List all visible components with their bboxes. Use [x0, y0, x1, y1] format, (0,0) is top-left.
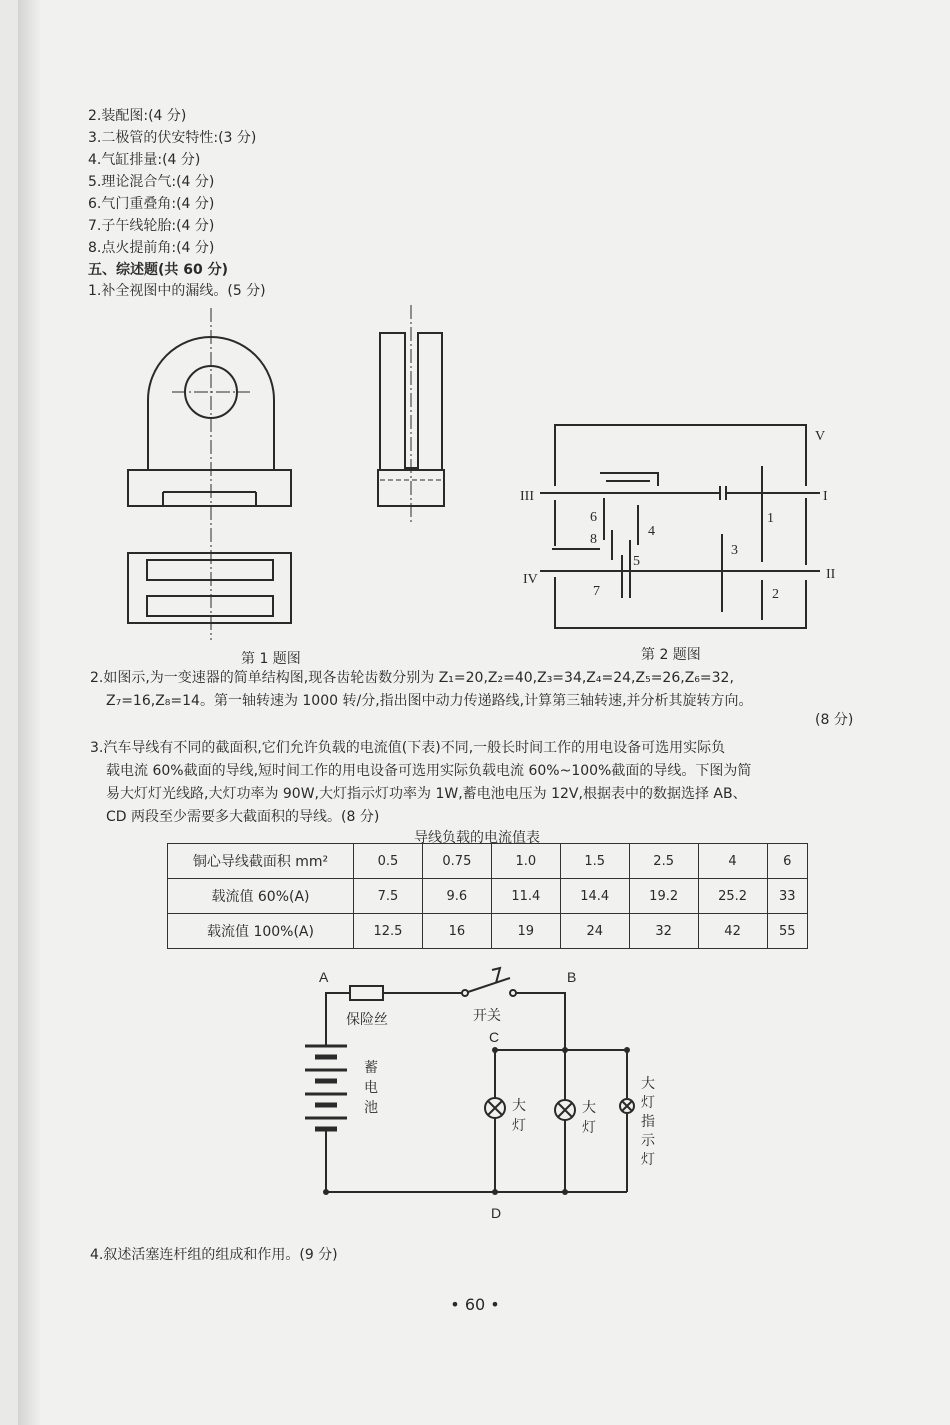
- lamp2-label-1: 大: [582, 1099, 596, 1115]
- label-I: I: [823, 489, 828, 504]
- table-cell: 24: [560, 914, 629, 949]
- page-number: • 60 •: [450, 1295, 500, 1314]
- label-V: V: [815, 429, 826, 444]
- indicator-label-1: 大: [641, 1075, 655, 1091]
- junction-c: [492, 1047, 498, 1053]
- table-cell: 0.75: [422, 844, 491, 879]
- indicator-label-2: 灯: [641, 1094, 655, 1110]
- wire-b: [516, 993, 565, 1050]
- label-gear-8: 8: [590, 532, 597, 547]
- lamp2-label-2: 灯: [582, 1119, 596, 1135]
- table-cell: 1.0: [491, 844, 560, 879]
- switch-contact-left: [462, 990, 468, 996]
- question-3-line-4: CD 两段至少需要多大截面积的导线。(8 分): [106, 809, 380, 825]
- label-II: II: [826, 567, 836, 582]
- table-cell: 12.5: [354, 914, 423, 949]
- question-1: 1.补全视图中的漏线。(5 分): [88, 283, 266, 299]
- table-cell: 7.5: [354, 879, 423, 914]
- question-3-line-1: 3.汽车导线有不同的截面积,它们允许负载的电流值(下表)不同,一般长时间工作的用电设备可选用实际负: [90, 740, 726, 756]
- switch-contact-right: [510, 990, 516, 996]
- junction-d: [492, 1189, 498, 1195]
- label-III: III: [520, 489, 534, 504]
- battery-label-1: 蓄: [364, 1059, 378, 1075]
- junction: [562, 1047, 568, 1053]
- battery-label-2: 电: [364, 1079, 378, 1095]
- item-7: 7.子午线轮胎:(4 分): [88, 218, 215, 234]
- junction: [323, 1189, 329, 1195]
- question-2-score: (8 分): [815, 712, 854, 728]
- junction: [562, 1189, 568, 1195]
- table-cell: 25.2: [698, 879, 767, 914]
- indicator-label-5: 灯: [641, 1151, 655, 1167]
- question-2-line-2: Z₇=16,Z₈=14。第一轴转速为 1000 转/分,指出图中动力传递路线,计算第三轴转速,并分析其旋转方向。: [106, 693, 753, 709]
- item-2: 2.装配图:(4 分): [88, 108, 187, 124]
- item-6: 6.气门重叠角:(4 分): [88, 196, 215, 212]
- lamp1-label-1: 大: [512, 1097, 526, 1113]
- item-4: 4.气缸排量:(4 分): [88, 152, 201, 168]
- label-C: C: [489, 1029, 500, 1045]
- section-title: 五、综述题(共 60 分): [88, 262, 229, 278]
- figure-1-caption: 第 1 题图: [241, 651, 301, 667]
- table-cell: 6: [767, 844, 807, 879]
- table-cell: 19.2: [629, 879, 698, 914]
- indicator-label-3: 指: [641, 1113, 655, 1129]
- question-3-line-3: 易大灯灯光线路,大灯功率为 90W,大灯指示灯功率为 1W,蓄电池电压为 12V,根据表中的数据选择 AB、: [106, 786, 747, 802]
- label-gear-6: 6: [590, 510, 597, 525]
- item-3: 3.二极管的伏安特性:(3 分): [88, 130, 257, 146]
- label-gear-7: 7: [593, 584, 600, 599]
- label-gear-1: 1: [767, 511, 774, 526]
- table-cell: 11.4: [491, 879, 560, 914]
- switch-label: 开关: [473, 1007, 501, 1023]
- item-8: 8.点火提前角:(4 分): [88, 240, 215, 256]
- table-row-head: 铜心导线截面积 mm²: [168, 844, 354, 879]
- label-gear-2: 2: [772, 587, 779, 602]
- label-gear-5: 5: [633, 554, 640, 569]
- table-cell: 32: [629, 914, 698, 949]
- question-2-line-1: 2.如图示,为一变速器的简单结构图,现各齿轮齿数分别为 Z₁=20,Z₂=40,Z₃=34,Z₄=24,Z₅=26,Z₆=32,: [90, 670, 734, 686]
- lamp1-label-2: 灯: [512, 1117, 526, 1133]
- table-cell: 16: [422, 914, 491, 949]
- battery-label-3: 池: [364, 1099, 378, 1115]
- label-IV: IV: [523, 572, 538, 587]
- switch-lever: [468, 978, 510, 992]
- fuse-label: 保险丝: [346, 1011, 388, 1027]
- table-cell: 14.4: [560, 879, 629, 914]
- label-D: D: [491, 1205, 502, 1221]
- label-gear-3: 3: [731, 543, 738, 558]
- junction: [624, 1047, 630, 1053]
- question-4: 4.叙述活塞连杆组的组成和作用。(9 分): [90, 1247, 338, 1263]
- table-cell: 4: [698, 844, 767, 879]
- table-title: 导线负载的电流值表: [414, 830, 540, 846]
- table-cell: 2.5: [629, 844, 698, 879]
- table-row-head: 载流值 60%(A): [168, 879, 354, 914]
- item-5: 5.理论混合气:(4 分): [88, 174, 215, 190]
- table-cell: 9.6: [422, 879, 491, 914]
- battery-symbol: [305, 1046, 347, 1140]
- label-B: B: [567, 969, 577, 985]
- question-3-line-2: 载电流 60%截面的导线,短时间工作的用电设备可选用实际负载电流 60%~100%截面的导线。下图为简: [106, 763, 752, 779]
- table-cell: 0.5: [354, 844, 423, 879]
- table-cell: 42: [698, 914, 767, 949]
- table-cell: 1.5: [560, 844, 629, 879]
- table-cell: 19: [491, 914, 560, 949]
- label-gear-4: 4: [648, 524, 655, 539]
- table-cell: 55: [767, 914, 807, 949]
- figure-2-caption: 第 2 题图: [641, 647, 701, 663]
- indicator-label-4: 示: [641, 1132, 655, 1148]
- fuse-symbol: [350, 986, 383, 1000]
- table-row-head: 载流值 100%(A): [168, 914, 354, 949]
- table-cell: 33: [767, 879, 807, 914]
- label-A: A: [319, 969, 329, 985]
